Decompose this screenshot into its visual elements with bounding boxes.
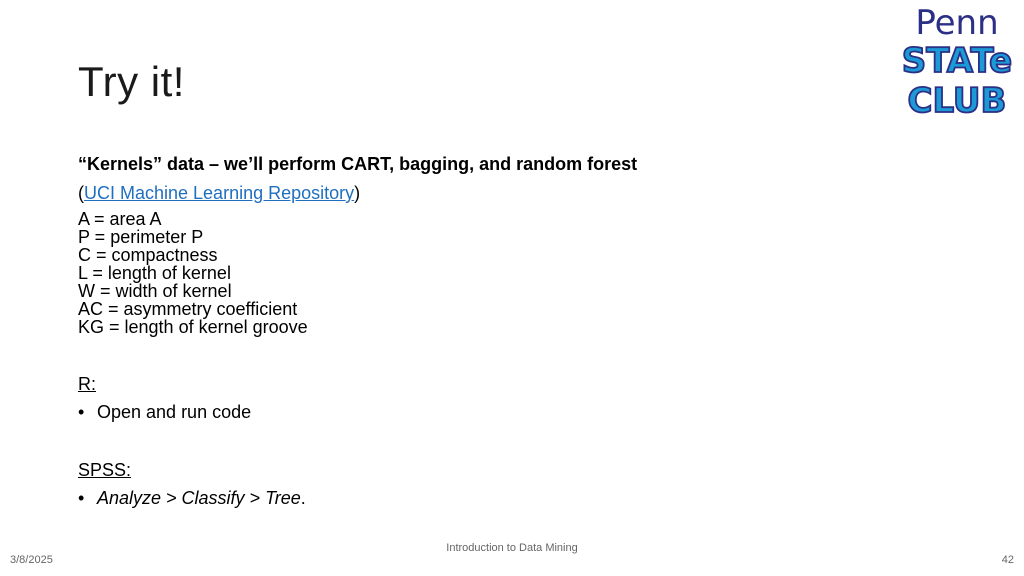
footer-date: 3/8/2025: [10, 554, 53, 566]
logo-penn-text: Penn: [915, 3, 999, 43]
definition-compactness: C = compactness: [78, 245, 218, 265]
spss-bullet-suffix: .: [300, 488, 306, 508]
definition-asymmetry: AC = asymmetry coefficient: [78, 299, 298, 319]
definition-groove: KG = length of kernel groove: [78, 317, 308, 337]
spss-section-label: SPSS:: [78, 460, 132, 480]
uci-repository-link[interactable]: UCI Machine Learning Repository: [84, 183, 355, 203]
data-source: [78, 180, 858, 206]
data-description: “Kernels” data – we’ll perform CART, bagging, and random forest: [78, 154, 638, 174]
slide-title: Try it!: [78, 58, 185, 105]
definition-width: W = width of kernel: [78, 281, 232, 301]
bullet-icon: •: [78, 402, 85, 422]
spss-bullet-path: Analyze > Classify > Tree: [97, 488, 301, 508]
footer-page-number: 42: [1001, 554, 1014, 566]
logo-state-text: STATe: [901, 41, 1013, 81]
source-close-paren: ): [354, 183, 361, 203]
footer-course-title: Introduction to Data Mining: [446, 542, 578, 554]
definition-perimeter: P = perimeter P: [78, 227, 204, 247]
r-section-label: R:: [78, 374, 96, 394]
definition-length: L = length of kernel: [78, 263, 231, 283]
definition-area: A = area A: [78, 209, 162, 229]
penn-state-club-logo: [893, 2, 1021, 120]
logo-club-text: CLUB: [907, 81, 1007, 120]
bullet-icon: •: [78, 488, 85, 508]
r-bullet-text: Open and run code: [97, 402, 252, 422]
source-open-paren: (: [78, 183, 84, 203]
spss-bullet: [78, 486, 858, 510]
r-bullet: [78, 400, 858, 424]
variable-definitions: [78, 210, 858, 336]
slide-body: [78, 152, 858, 510]
